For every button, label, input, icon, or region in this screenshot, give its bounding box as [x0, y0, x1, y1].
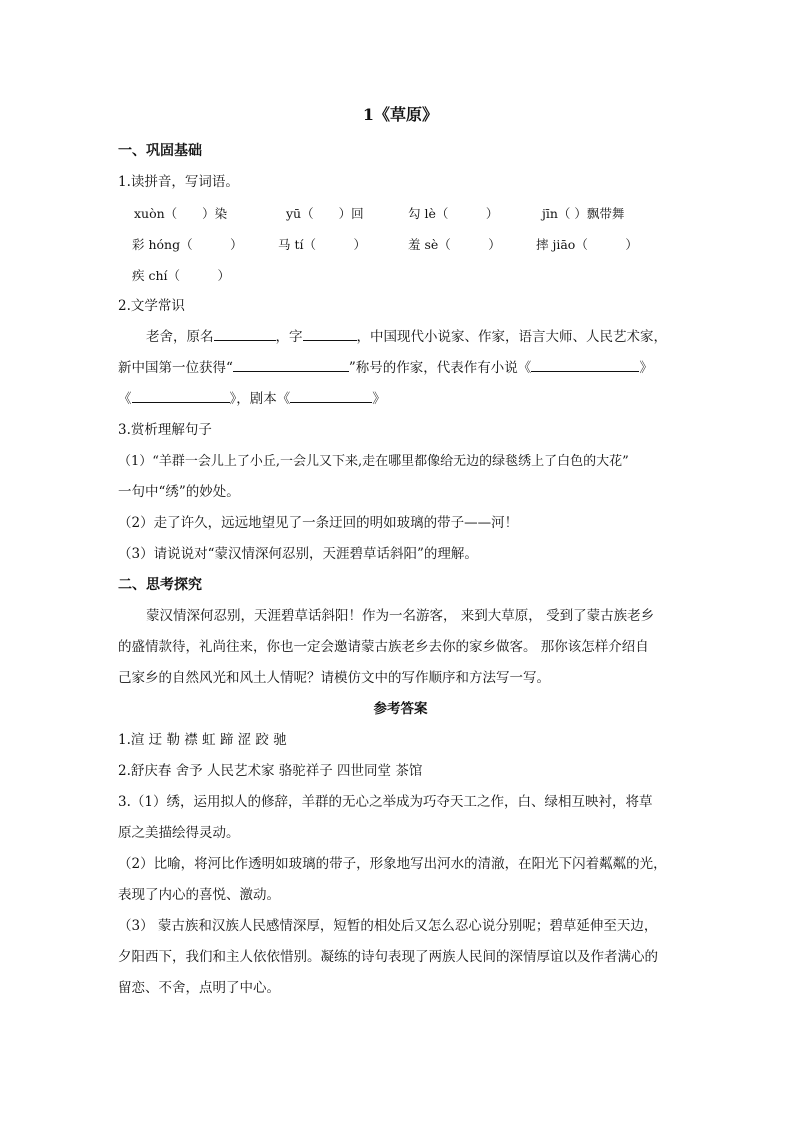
pinyin-item: xuòn（ ）染: [134, 206, 228, 221]
sentence-1-line-b: 一句中“绣”的妙处。: [118, 484, 240, 500]
pinyin-item: jīn（ ）飘带舞: [542, 206, 625, 221]
question-1-label: 1.读拼音，写词语。: [118, 174, 239, 190]
pinyin-item: 疾 chí（ ）: [132, 268, 231, 283]
blank-play[interactable]: [290, 387, 372, 403]
pinyin-item: 彩 hóng（ ）: [132, 237, 243, 252]
pinyin-item: 羞 sè（ ）: [408, 237, 501, 252]
blank-courtesy-name[interactable]: [303, 325, 357, 341]
page-title: 1《草原》: [362, 105, 439, 124]
section-heading-basics: 一、巩固基础: [118, 143, 202, 159]
answer-3-1-line-a: 3.（1）绣，运用拟人的修辞，羊群的无心之举成为巧夺天工之作，白、绿相互映衬，将草: [118, 794, 653, 810]
section-heading-explore: 二、思考探究: [118, 577, 202, 593]
answer-1: 1.渲 迂 勒 襟 虹 蹄 涩 跤 驰: [118, 732, 287, 748]
blank-honorary-title[interactable]: [233, 356, 349, 372]
answer-3-3-line-a: （3） 蒙古族和汉族人民感情深厚，短暂的相处后又怎么忍心说分别呢；碧草延伸至天边，: [118, 918, 658, 934]
literature-line-3: 《 》，剧本《 》: [118, 384, 683, 415]
blank-novel-2[interactable]: [132, 387, 230, 403]
pinyin-item: 勾 lè（ ）: [408, 206, 499, 221]
pinyin-row-3: [118, 260, 683, 291]
sentence-2: （2）走了许久，远远地望见了一条迂回的明如玻璃的带子——河！: [118, 515, 519, 531]
answer-3-3-line-b: 夕阳西下，我们和主人依依惜别。凝练的诗句表现了两族人民间的深情厚谊以及作者满心的: [118, 949, 658, 965]
explore-paragraph-line-2: 的盛情款待，礼尚往来，你也一定会邀请蒙古族老乡去你的家乡做客。 那你该怎样介绍自: [118, 639, 649, 655]
question-2-label: 2.文学常识: [118, 298, 185, 314]
answer-2: 2.舒庆春 舍予 人民艺术家 骆驼祥子 四世同堂 茶馆: [118, 763, 423, 779]
blank-original-name[interactable]: [214, 325, 276, 341]
pinyin-row-2: [118, 229, 683, 260]
answers-heading: 参考答案: [373, 701, 428, 717]
pinyin-item: 马 tí（ ）: [278, 237, 366, 252]
answer-3-2-line-b: 表现了内心的喜悦、激动。: [118, 887, 280, 903]
pinyin-row-1: [118, 198, 683, 229]
question-3-label: 3.赏析理解句子: [118, 422, 212, 438]
literature-line-1: 老舍，原名 ，字 ，中国现代小说家、作家，语言大师、人民艺术家，: [118, 322, 683, 353]
answer-3-2-line-a: （2）比喻，将河比作透明如玻璃的带子，形象地写出河水的清澈，在阳光下闪着粼粼的光，: [118, 856, 667, 872]
explore-paragraph-line-1: 蒙汉情深何忍别，天涯碧草话斜阳！作为一名游客， 来到大草原， 受到了蒙古族老乡: [146, 608, 655, 624]
literature-line-2: 新中国第一位获得“ ”称号的作家，代表作有小说《 》: [118, 353, 683, 384]
blank-novel-1[interactable]: [531, 356, 639, 372]
answer-3-1-line-b: 原之美描绘得灵动。: [118, 825, 240, 841]
pinyin-item: 摔 jiāo（ ）: [536, 237, 638, 252]
pinyin-item: yū（ ）回: [286, 206, 364, 221]
explore-paragraph-line-3: 己家乡的自然风光和风土人情呢？请模仿文中的写作顺序和方法写一写。: [118, 670, 550, 686]
worksheet-page: [118, 100, 683, 1004]
sentence-3: （3）请说说对“蒙汉情深何忍别，天涯碧草话斜阳”的理解。: [118, 546, 478, 562]
sentence-1-line-a: （1）“羊群一会儿上了小丘,一会儿又下来,走在哪里都像给无边的绿毯绣上了白色的大花”: [118, 454, 629, 469]
answer-3-3-line-c: 留恋、不舍，点明了中心。: [118, 980, 280, 996]
